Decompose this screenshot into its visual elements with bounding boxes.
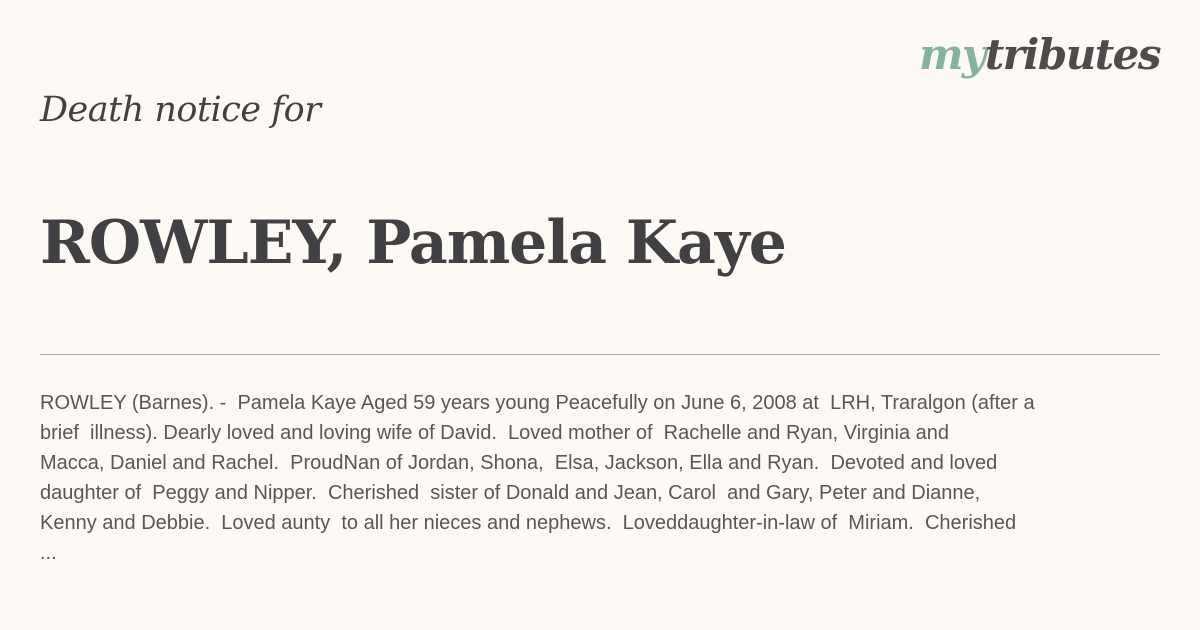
notice-line: daughter of Peggy and Nipper. Cherished sister of Donald and Jean, Carol and Gary, Peter and Dianne,: [40, 482, 981, 504]
logo-tributes-text: tributes: [984, 30, 1160, 79]
mytributes-logo[interactable]: [918, 30, 1160, 79]
death-notice-heading: Death notice for: [40, 90, 321, 130]
deceased-name: ROWLEY, Pamela Kaye: [40, 208, 786, 278]
notice-line: Macca, Daniel and Rachel. ProudNan of Jordan, Shona, Elsa, Jackson, Ella and Ryan. Devoted and loved: [40, 452, 998, 474]
logo-my-text: my: [918, 30, 985, 79]
notice-text: [40, 388, 1150, 568]
notice-line: Kenny and Debbie. Loved aunty to all her nieces and nephews. Loveddaughter-in-law of Miriam. Cherished: [40, 512, 1017, 534]
notice-line: brief illness). Dearly loved and loving wife of David. Loved mother of Rachelle and Ryan, Virginia and: [40, 422, 950, 444]
notice-ellipsis: ...: [40, 542, 57, 564]
notice-line: ROWLEY (Barnes). - Pamela Kaye Aged 59 years young Peacefully on June 6, 2008 at LRH, Traralgon (after a: [40, 392, 1035, 414]
divider: [40, 354, 1160, 355]
